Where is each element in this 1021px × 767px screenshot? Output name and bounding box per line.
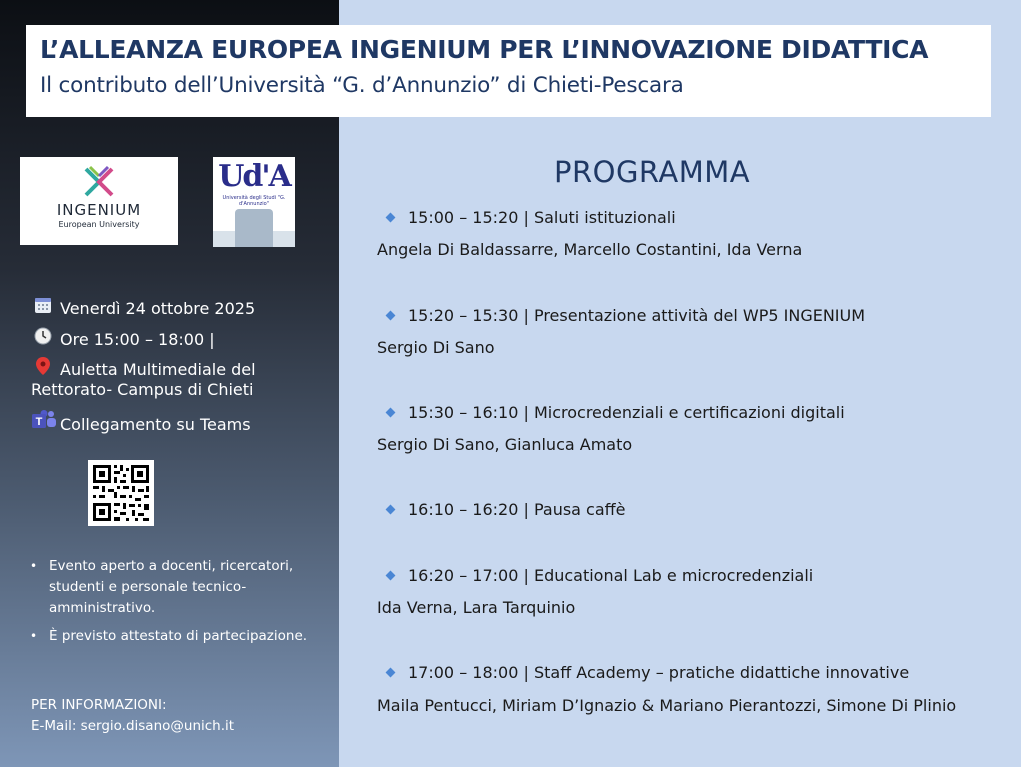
teams-icon <box>32 410 54 434</box>
session-3-time <box>387 403 845 422</box>
session-6-time <box>387 663 909 682</box>
ingenium-logo-tagline: European University <box>58 220 140 229</box>
uda-logo <box>213 157 295 247</box>
session-time-text: 16:10 – 16:20 | Pausa caffè <box>408 500 626 519</box>
page-subtitle: Il contributo dell’Università “G. d’Annunzio” di Chieti-Pescara <box>40 73 684 98</box>
diamond-bullet-icon <box>386 213 396 223</box>
event-online <box>32 410 251 434</box>
contact-heading: PER INFORMAZIONI: <box>31 697 167 713</box>
contact-email[interactable]: E-Mail: sergio.disano@unich.it <box>31 718 235 734</box>
header-banner <box>26 25 991 117</box>
calendar-icon <box>32 296 54 318</box>
ingenium-mark-icon <box>80 165 118 199</box>
session-5-time <box>387 566 813 585</box>
ingenium-logo <box>20 157 178 245</box>
map-pin-icon <box>32 357 54 381</box>
session-6-speakers: Maila Pentucci, Miriam D’Ignazio & Mariano Pierantozzi, Simone Di Plinio <box>377 696 957 715</box>
session-1-time <box>387 208 676 227</box>
page-title: L’ALLEANZA EUROPEA INGENIUM PER L’INNOVAZIONE DIDATTICA <box>40 35 929 64</box>
diamond-bullet-icon <box>386 571 396 581</box>
session-2-time <box>387 306 865 325</box>
programme-title: PROGRAMMA <box>554 155 751 189</box>
session-5-speakers: Ida Verna, Lara Tarquinio <box>377 598 576 617</box>
note-item: • Evento aperto a docenti, ricercatori, studenti e personale tecnico-amministrativo. <box>30 556 320 619</box>
event-date <box>32 296 255 318</box>
diamond-bullet-icon <box>386 408 396 418</box>
session-1-speakers: Angela Di Baldassarre, Marcello Costantini, Ida Verna <box>377 240 803 259</box>
event-online-text: Collegamento su Teams <box>60 415 251 434</box>
event-notes <box>30 556 320 654</box>
session-3-speakers: Sergio Di Sano, Gianluca Amato <box>377 435 633 454</box>
event-time <box>32 327 215 349</box>
qr-code[interactable] <box>88 460 154 526</box>
svg-text:T: T <box>35 416 43 428</box>
session-2-speakers: Sergio Di Sano <box>377 338 495 357</box>
event-time-text: Ore 15:00 – 18:00 | <box>60 330 215 349</box>
contact-info <box>31 695 234 737</box>
diamond-bullet-icon <box>386 311 396 321</box>
qr-code-icon <box>88 460 154 526</box>
uda-logo-text: Università degli Studi "G. d'Annunzio" <box>222 195 286 207</box>
session-time-text: 17:00 – 18:00 | Staff Academy – pratiche didattiche innovative <box>408 663 910 682</box>
diamond-bullet-icon <box>386 668 396 678</box>
uda-logo-tower <box>235 209 273 247</box>
uda-logo-mark: Ud'A <box>218 159 290 194</box>
event-date-text: Venerdì 24 ottobre 2025 <box>60 299 256 318</box>
session-time-text: 15:30 – 16:10 | Microcredenziali e certificazioni digitali <box>408 403 845 422</box>
session-time-text: 15:20 – 15:30 | Presentazione attività del WP5 INGENIUM <box>408 306 866 325</box>
diamond-bullet-icon <box>386 505 396 515</box>
event-location-line2: Rettorato- Campus di Chieti <box>31 380 254 399</box>
session-time-text: 15:00 – 15:20 | Saluti istituzionali <box>408 208 676 227</box>
session-4-time <box>387 500 626 519</box>
event-location-line1: Auletta Multimediale del <box>60 360 256 379</box>
note-item: • È previsto attestato di partecipazione. <box>30 626 320 647</box>
session-time-text: 16:20 – 17:00 | Educational Lab e microcredenziali <box>408 566 814 585</box>
clock-icon <box>32 327 54 349</box>
event-location <box>32 357 256 381</box>
ingenium-logo-name: INGENIUM <box>56 201 142 219</box>
